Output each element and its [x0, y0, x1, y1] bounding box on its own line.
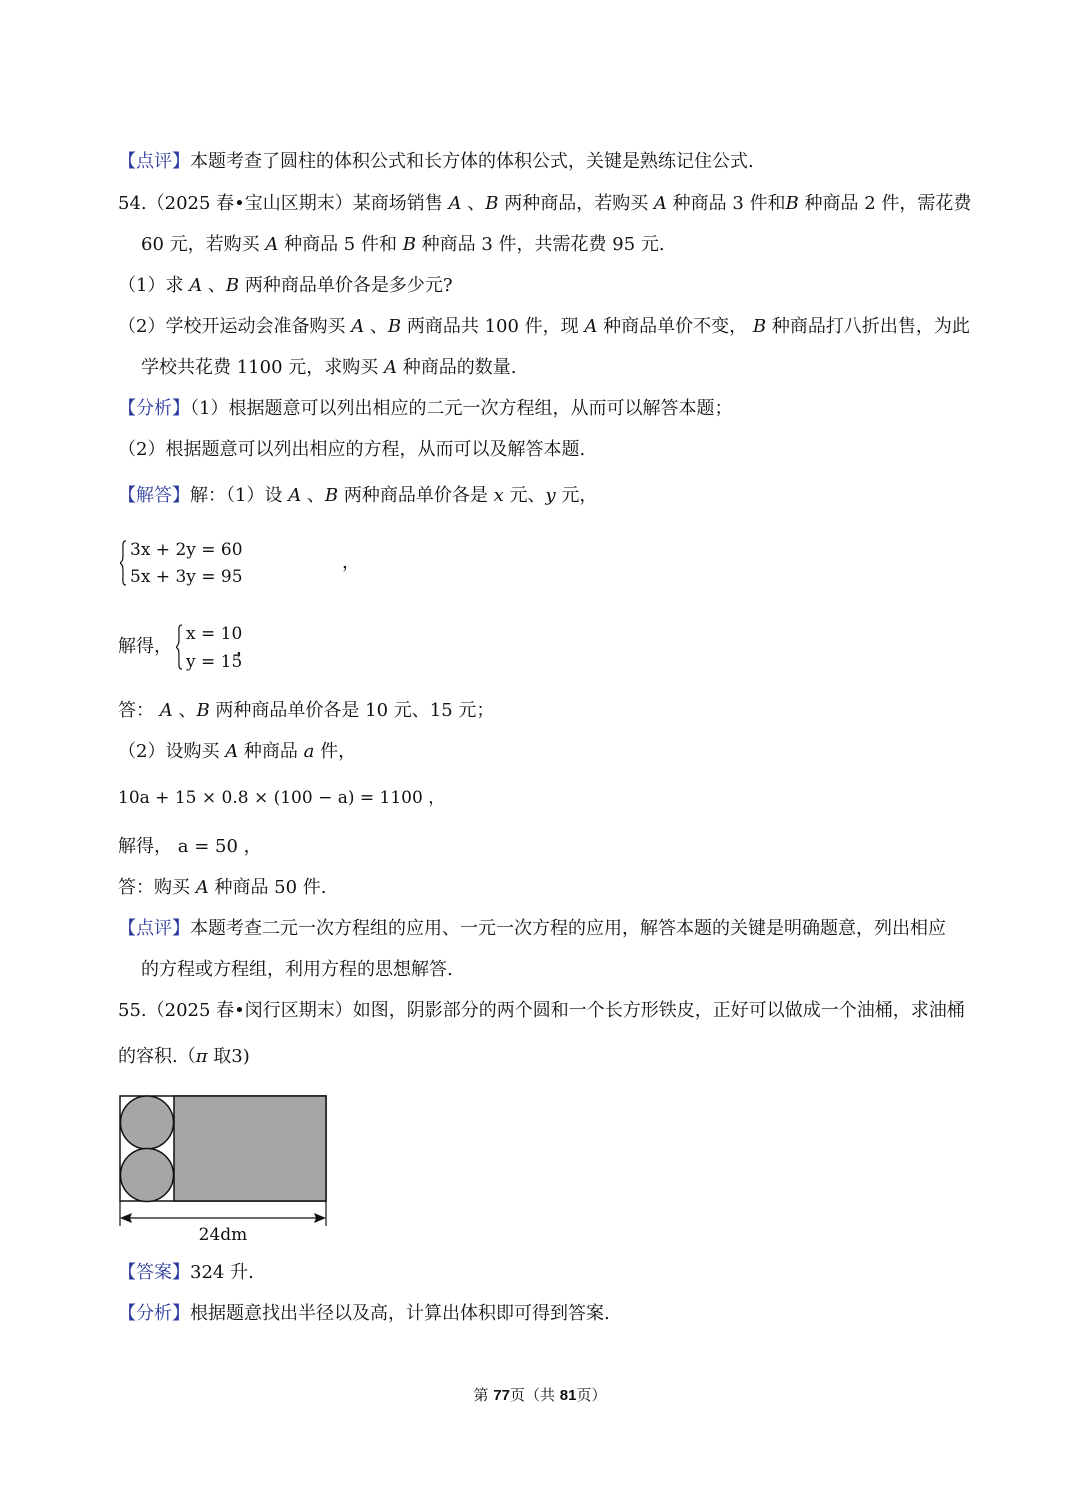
var-a-upper: A: [351, 316, 365, 337]
left-brace-icon: [176, 624, 182, 670]
shaded-circle-top: [121, 1096, 174, 1149]
text: 两种商品单价各是: [338, 485, 494, 506]
text: 第: [473, 1386, 494, 1404]
text: 本题考查二元一次方程组的应用、一元一次方程的应用，解答本题的关键是明确题意，列出相应: [190, 918, 946, 939]
text: 两种商品单价各是 10 元、15 元；: [209, 700, 495, 721]
var-b-upper: B: [324, 485, 339, 506]
review-line-54-cont: [141, 959, 453, 981]
text: 解得，: [118, 836, 178, 857]
text: 、: [301, 485, 325, 506]
var-b-upper: B: [387, 316, 402, 337]
var-a-upper: A: [383, 357, 397, 378]
total-pages: 81: [559, 1387, 577, 1404]
left-brace-icon: [120, 540, 126, 586]
review-line-53: [118, 151, 754, 173]
var-a-upper: A: [448, 193, 462, 214]
var-a-upper: A: [265, 234, 279, 255]
text: 种商品 5 件和: [278, 234, 403, 255]
analysis-line1: [118, 398, 732, 420]
text: 两种商品，若购买: [498, 193, 654, 214]
text: 的方程或方程组，利用方程的思想解答.: [141, 959, 453, 980]
var-a-upper: A: [653, 193, 667, 214]
text: 解得，: [118, 636, 172, 657]
text: 、: [461, 193, 486, 214]
var-b-upper: B: [485, 193, 499, 214]
text: 取3): [207, 1046, 250, 1067]
var-b-upper: B: [225, 275, 240, 296]
text: 根据题意找出半径以及高，计算出体积即可得到答案.: [190, 1303, 610, 1324]
text: 元，: [555, 485, 598, 506]
analysis-tag: 【分析】: [118, 398, 190, 419]
comma: ，: [342, 552, 360, 573]
solution-x: x = 10: [186, 624, 243, 644]
text: 种商品单价不变，: [597, 316, 753, 337]
review-text: 本题考查了圆柱的体积公式和长方体的体积公式，关键是熟练记住公式.: [190, 151, 754, 172]
var-a: a: [303, 741, 315, 762]
comma: ，: [236, 638, 254, 659]
text: 种商品 3 件和: [666, 193, 786, 214]
shaded-circle-bottom: [121, 1149, 174, 1202]
var-b-upper: B: [196, 700, 210, 721]
var-a-upper: A: [189, 275, 203, 296]
question-54-line2: [141, 234, 665, 256]
solve-line: [118, 836, 262, 858]
main-equation: [118, 788, 445, 808]
question-54-part1: [118, 275, 453, 297]
text: 元、: [503, 485, 546, 506]
text: 种商品 2 件，需花费: [798, 193, 972, 214]
text: 、: [172, 700, 197, 721]
text: 两商品共 100 件，现: [401, 316, 585, 337]
var-a-upper: A: [159, 700, 173, 721]
question-54-part2-line1: [118, 316, 970, 338]
pi-symbol: π: [195, 1046, 208, 1067]
answer-55: [118, 1262, 254, 1284]
comma: ，: [422, 788, 446, 808]
var-b-upper: B: [785, 193, 799, 214]
oil-drum-net-figure: [110, 1088, 340, 1248]
solution-line1: [118, 485, 597, 507]
answer-line-1: [118, 700, 494, 722]
text: 种商品: [238, 741, 304, 762]
var-b-upper: B: [402, 234, 416, 255]
var-a-upper: A: [195, 877, 209, 898]
text: 页（共: [509, 1386, 560, 1404]
text: 种商品的数量.: [396, 357, 517, 378]
review-line-54: [118, 918, 946, 940]
text: 两种商品单价各是多少元?: [239, 275, 453, 296]
equation-2: 5x + 3y = 95: [130, 567, 243, 587]
text: 、: [202, 275, 226, 296]
dimension-label: 24dm: [198, 1225, 248, 1245]
page-number: 77: [493, 1387, 510, 1404]
text: （2）设购买: [118, 741, 226, 762]
shaded-rectangle: [174, 1096, 326, 1201]
text: （2）学校开运动会准备购买: [118, 316, 352, 337]
analysis-55: [118, 1303, 610, 1325]
var-a-upper: A: [584, 316, 598, 337]
answer-tag: 【答案】: [118, 1262, 190, 1283]
text: 答：: [118, 700, 160, 721]
equation: a = 50: [177, 836, 238, 857]
answer-line-2: [118, 877, 327, 899]
review-tag: 【点评】: [118, 151, 190, 172]
text: 种商品 50 件.: [208, 877, 327, 898]
page-footer: [0, 1386, 1080, 1405]
text: 、: [364, 316, 388, 337]
equation: 10a + 15 × 0.8 × (100 − a) = 1100: [118, 788, 423, 808]
equation-system-2: [176, 622, 276, 678]
question-55-line2: [118, 1046, 250, 1068]
equation-1: 3x + 2y = 60: [130, 540, 243, 560]
question-54-line1: [118, 193, 971, 215]
text: 页）: [576, 1386, 607, 1404]
text: （2）根据题意可以列出相应的方程，从而可以及解答本题.: [118, 439, 586, 460]
text: 54.（2025 春•宝山区期末）某商场销售: [118, 193, 449, 214]
text: 55.（2025 春•闵行区期末）如图，阴影部分的两个圆和一个长方形铁皮，正好可以做成一个油桶，求油桶: [118, 1000, 965, 1021]
text: 324 升.: [190, 1262, 254, 1283]
var-b-upper: B: [752, 316, 767, 337]
comma: ，: [237, 836, 262, 857]
var-x: x: [493, 485, 504, 506]
var-a-upper: A: [225, 741, 239, 762]
equation-system-1: [120, 538, 360, 594]
analysis-tag: 【分析】: [118, 1303, 190, 1324]
question-54-part2-line2: [141, 357, 516, 379]
solution-y: y = 15: [186, 652, 243, 672]
var-y: y: [545, 485, 556, 506]
text: 种商品 3 件，共需花费 95 元.: [415, 234, 665, 255]
review-tag: 【点评】: [118, 918, 190, 939]
text: 学校共花费 1100 元，求购买: [141, 357, 384, 378]
var-a-upper: A: [288, 485, 302, 506]
solution-tag: 【解答】: [118, 485, 190, 506]
text: 答：购买: [118, 877, 196, 898]
text: （1）求: [118, 275, 190, 296]
text: 种商品打八折出售，为此: [766, 316, 970, 337]
solve-label: [118, 636, 172, 658]
question-55-line1: [118, 1000, 965, 1022]
text: 60 元，若购买: [141, 234, 266, 255]
text: 的容积.（: [118, 1046, 196, 1067]
text: （1）根据题意可以列出相应的二元一次方程组，从而可以解答本题；: [190, 398, 733, 419]
analysis-line2: [118, 439, 585, 461]
text: 件，: [314, 741, 357, 762]
solution-part2-line1: [118, 741, 356, 763]
text: 解：（1）设: [190, 485, 289, 506]
